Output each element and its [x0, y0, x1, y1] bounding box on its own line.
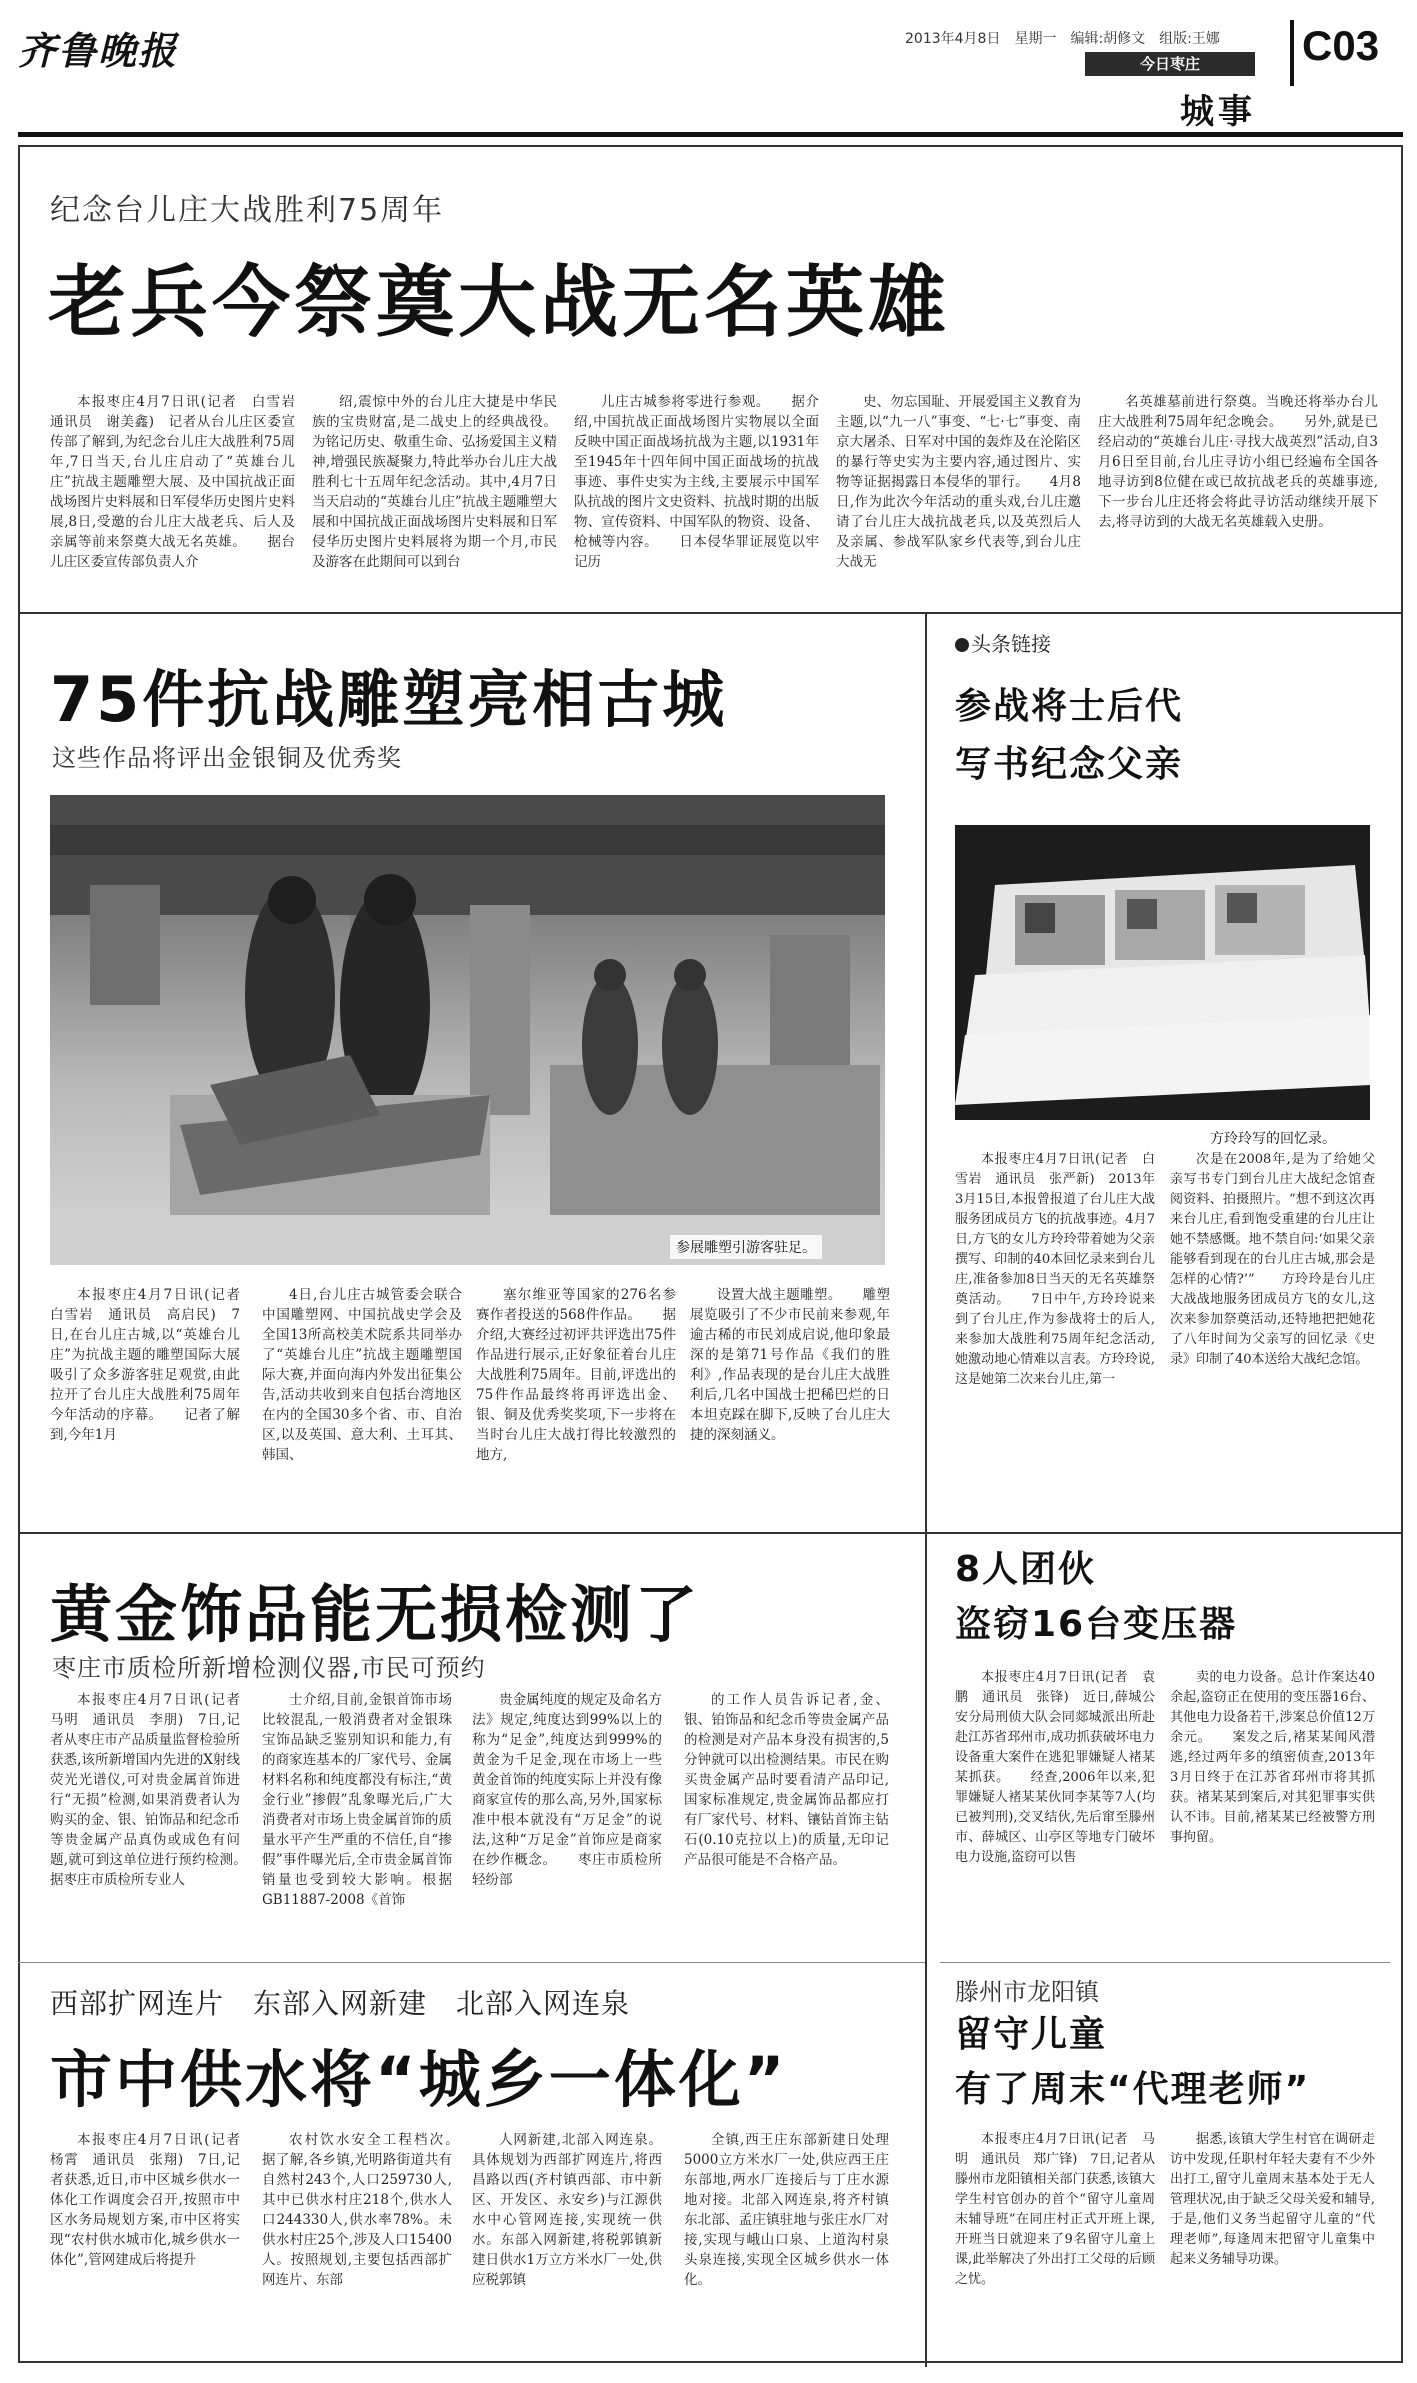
- category-label: 城事: [1180, 92, 1256, 132]
- story4-column-4: 全镇,西王庄东部新建日处理5000立方米水厂一处,供应西王庄东部地,两水厂连接后与丁庄水源地对接。北部入网连泉,将齐村镇东北部、孟庄镇驻地与张庄水厂对接,实现与峨山口泉、上道沟村泉头泉连接,实现全区城乡供水一体化。: [684, 2132, 889, 2288]
- story2-column-3: 塞尔维亚等国家的276名参赛作者投送的568件作品。 据介绍,大赛经过初评共评选出75件作品进行展示,正好象征着台儿庄大战胜利75周年。目前,评选出的75件作品最终将再评选出金、银、铜及优秀奖奖项,下一步将在当时台儿庄大战打得比较激烈的地方,: [476, 1287, 676, 1463]
- section-divider: [18, 612, 1403, 614]
- newspaper-logo: 齐鲁晚报: [18, 28, 179, 73]
- story3-subhead: 枣庄市质检所新增检测仪器,市民可预约: [52, 1654, 486, 1682]
- story2-column-4: 设置大战主题雕塑。 雕塑展览吸引了不少市民前来参观,年逾古稀的市民刘成启说,他印象最深的是第71号作品《我们的胜利》,作品表现的是台儿庄大战胜利后,几名中国战士把稀巴烂的日本坦克踩在脚下,反映了台儿庄大捷的深刻涵义。: [690, 1287, 890, 1443]
- side3-column-1: 本报枣庄4月7日讯(记者 马明 通讯员 郑广锋) 7日,记者从滕州市龙阳镇相关部门获悉,该镇大学生村官创办的首个“留守儿童周末辅导班”在同庄村正式开班上课,开班当日就迎来了9名留守儿童上课,此举解决了外出打工父母的后顾之忧。: [955, 2132, 1155, 2287]
- story3-column-1: 本报枣庄4月7日讯(记者 马明 通讯员 李朋) 7日,记者从枣庄市产品质量监督检验所获悉,该所新增国内先进的X射线荧光光谱仪,可对贵金属首饰进行“无损”检测,如果消费者认为购买的金、银、铂饰品和纪念币等贵金属产品真伪或成色有问题,就可到这单位进行预约检测。 据枣庄市质检所专业人: [50, 1692, 267, 1888]
- side3-kicker: 滕州市龙阳镇: [955, 1978, 1099, 2006]
- story3-column-3: 贵金属纯度的规定及命名方法》规定,纯度达到99%以上的称为“足金”,纯度达到999%的黄金为千足金,现在市场上一些黄金首饰的纯度实际上并没有像商家宣传的那么高,另外,国家标准中根本就没有“万足金”的说法,这种“万足金”首饰应是商家在纱作概念。 枣庄市质检所轻纷部: [472, 1692, 662, 1888]
- side1-column-1: 本报枣庄4月7日讯(记者 白雪岩 通讯员 张严新) 2013年3月15日,本报曾报道了台儿庄大战服务团成员方飞的抗战事迹。4月7日,方飞的女儿方玲玲带着她为父亲撰写、印制的40本回忆录来到台儿庄,准备参加8日当天的无名英雄祭奠活动。 7日中午,方玲玲说来到了台儿庄,作为参战将士的后人,来参加大战胜利75周年纪念活动,她激动地心情难以言表。方玲玲说,这是她第二次来台儿庄,第一: [955, 1152, 1155, 1387]
- side3-headline-line1: 留守儿童: [955, 2014, 1108, 2055]
- story4-column-2: 农村饮水安全工程档次。 据了解,各乡镇,光明路街道共有自然村243个,人口259730人,其中已供水村庄218个,供水人口244330人,供水率78%。未供水村庄25个,涉及人口15400人。按照规划,主要包括西部扩网连片、东部: [262, 2132, 479, 2288]
- side1-headline-line2: 写书纪念父亲: [955, 744, 1184, 785]
- sculpture-photo-caption: 参展雕塑引游客驻足。: [670, 1235, 822, 1259]
- side1-column-2: 次是在2008年,是为了给她父亲写书专门到台儿庄大战纪念馆查阅资料、拍摄照片。“想不到这次再来台儿庄,看到饱受重建的台儿庄让她不禁感慨。地不禁自问:‘如果父亲能够看到现在的台儿庄古城,那会是怎样的心情?’” 方玲玲是台儿庄大战战地服务团成员方飞的女儿,这次来参加祭奠活动,还特地把把她花了八年时间为父亲写的回忆录《史录》印制了40本送给大战纪念馆。: [1170, 1152, 1375, 1367]
- story3-headline: 黄金饰品能无损检测了: [50, 1578, 701, 1651]
- story2-headline: 75件抗战雕塑亮相古城: [50, 663, 728, 736]
- page-number: C03: [1302, 22, 1380, 69]
- section-divider: [18, 1532, 1403, 1534]
- side3-column-2: 据悉,该镇大学生村官在调研走访中发现,任职村年轻夫妻有不少外出打工,留守儿童周末基本处于无人管理状况,由于缺乏父母关爱和辅导,于是,他们义务当起留守儿童的“代理老师”,每逢周末把留守儿童集中起来义务辅导功课。: [1170, 2132, 1375, 2267]
- side-column-divider: [925, 612, 927, 1532]
- headline-link-label: 头条链接: [955, 628, 1051, 657]
- sculpture-photo: [50, 795, 885, 1265]
- story2-subhead: 这些作品将评出金银铜及优秀奖: [52, 744, 402, 772]
- side2-column-2: 卖的电力设备。总计作案达40余起,盗窃正在使用的变压器16台、其他电力设备若干,涉案总价值12万余元。 案发之后,褚某某闻风潜逃,经过两年多的缜密侦查,2013年3月日终于在江苏省邳州市将其抓获。褚某某到案后,对其犯罪事实供认不讳。目前,褚某某已经被警方刑事拘留。: [1170, 1670, 1375, 1845]
- story1-column-2: 绍,震惊中外的台儿庄大捷是中华民族的宝贵财富,是二战史上的经典战役。为铭记历史、敬重生命、弘扬爱国主义精神,增强民族凝聚力,特此举办台儿庄大战胜利七十五周年纪念活动。其中,4月7日当天启动的“英雄台儿庄”抗战主题雕塑大展和中国抗战正面战场图片史料展和日军侵华历史图片史料展将为期一个月,市民及游客在此期间可以到台: [312, 394, 557, 570]
- side3-headline-line2: 有了周末“代理老师”: [955, 2069, 1311, 2110]
- section-divider: [18, 1962, 925, 1963]
- memoir-photo: [955, 825, 1370, 1120]
- story4-headline: 市中供水将“城乡一体化”: [50, 2043, 788, 2116]
- story2-column-2: 4日,台儿庄古城管委会联合中国雕塑网、中国抗战史学会及全国13所高校美术院系共同举办了“英雄台儿庄”抗战主题雕塑国际大赛,并面向海内外发出征集公告,活动共收到来自包括台湾地区在内的全国30多个省、市、自治区,以及英国、意大利、土耳其、韩国、: [262, 1287, 462, 1463]
- story2-column-1: 本报枣庄4月7日讯(记者 白雪岩 通讯员 高启民) 7日,在台儿庄古城,以“英雄台儿庄”为抗战主题的雕塑国际大展吸引了众多游客驻足观赏,由此拉开了台儿庄大战胜利75周年今年活动的序幕。 记者了解到,今年1月: [50, 1287, 254, 1443]
- link-dot-icon: [955, 638, 969, 652]
- story4-kicker: 西部扩网连片 东部入网新建 北部入网连泉: [50, 1987, 631, 2020]
- side1-headline-line1: 参战将士后代: [955, 686, 1184, 727]
- memoir-photo-caption: 方玲玲写的回忆录。: [1210, 1131, 1336, 1147]
- story1-column-4: 史、勿忘国耻、开展爱国主义教育为主题,以“九一八”事变、“七·七”事变、南京大屠杀、日军对中国的轰炸及在沦陷区的暴行等史实为主要内容,通过图片、实物等证据揭露日本侵华的罪行。 4月8日,作为此次今年活动的重头戏,台儿庄邀请了台儿庄大战抗战老兵,以及英烈后人及亲属、参战军队家乡代表等,到台儿庄大战无: [836, 394, 1081, 570]
- side-divider: [940, 1962, 1390, 1963]
- story1-column-3: 儿庄古城参将零进行参观。 据介绍,中国抗战正面战场图片实物展以全面反映中国正面战场抗战为主题,以1931年至1945年十四年间中国正面战场的抗战事迹、事件史实为主线,主要展示中国军队抗战的图片文史资料、抗战时期的出版物、宣传资料、中国军队的物资、设备、枪械等内容。 日本侵华罪证展览以牢记历: [574, 394, 819, 570]
- side-column-divider: [925, 1532, 927, 2367]
- side2-headline-line2: 盗窃16台变压器: [955, 1604, 1238, 1645]
- date-line: 2013年4月8日 星期一 编辑:胡修文 组版:王娜: [905, 31, 1220, 47]
- story1-kicker: 纪念台儿庄大战胜利75周年: [50, 193, 445, 228]
- story3-column-4: 的工作人员告诉记者,金、银、铂饰品和纪念币等贵金属产品的检测是对产品本身没有损害的,5分钟就可以出检测结果。市民在购买贵金属产品时要看清产品印记,国家标准规定,贵金属饰品都应打有厂家代号、材料、镶钻首饰主钻石(0.10克拉以上)的质量,无印记产品很可能是不合格产品。: [684, 1692, 889, 1868]
- story1-headline: 老兵今祭奠大战无名英雄: [48, 258, 951, 348]
- story4-column-1: 本报枣庄4月7日讯(记者 杨霄 通讯员 张翔) 7日,记者获悉,近日,市中区城乡供水一体化工作调度会召开,按照市中区水务局规划方案,市中区将实现“农村供水城市化,城乡供水一体化”,管网建成后将提升: [50, 2132, 254, 2268]
- story4-column-3: 人网新建,北部入网连泉。具体规划为西部扩网连片,将西昌路以西(齐村镇西部、市中新区、开发区、永安乡)与江源供水中心管网连接,实现统一供水。东部入网新建,将税郭镇新建日供水1万立方米水厂一处,供应税郭镇: [472, 2132, 662, 2288]
- story1-column-5: 名英雄墓前进行祭奠。当晚还将举办台儿庄大战胜利75周年纪念晚会。 另外,就是已经启动的“英雄台儿庄·寻找大战英烈”活动,自3月6日至目前,台儿庄寻访小组已经遍布全国各地寻访到8位健在或已故抗战老兵的英雄事迹,下一步台儿庄还将会将此寻访活动继续开展下去,将寻访到的大战无名英雄载入史册。: [1098, 394, 1378, 530]
- side2-headline-line1: 8人团伙: [955, 1549, 1097, 1590]
- story3-column-2: 士介绍,目前,金银首饰市场比较混乱,一般消费者对金银珠宝饰品缺乏鉴别知识和能力,有的商家连基本的厂家代号、金属材料名称和纯度都没有标注,“黄金行业”掺假”乱象曝光后,广大消费者对市场上贵金属首饰的质量水平产生严重的不信任,自“掺假”事件曝光后,全市贵金属首饰销量也受到较大影响。根据GB11887-2008《首饰: [262, 1692, 452, 1908]
- side2-column-1: 本报枣庄4月7日讯(记者 袁鹏 通讯员 张锋) 近日,薛城公安分局刑侦大队会同郯城派出所赴赴江苏省邳州市,成功抓获破坏电力设备重大案件在逃犯罪嫌疑人褚某某抓获。 经查,2006年以来,犯罪嫌疑人褚某某伙同李某等7人(均已被判刑),交叉结伙,先后窜至滕州市、薛城区、山亭区等地专门破坏电力设施,盗窃可以售: [955, 1670, 1155, 1865]
- sculpture-photo-illustration: [50, 795, 885, 1265]
- section-label: 今日枣庄: [1085, 52, 1255, 76]
- masthead-rule: [18, 132, 1403, 137]
- story1-column-1: 本报枣庄4月7日讯(记者 白雪岩 通讯员 谢美鑫) 记者从台儿庄区委宣传部了解到,为纪念台儿庄大战胜利75周年,7日当天,台儿庄启动了“英雄台儿庄”抗战主题雕塑大展、及中国抗战正面战场图片史料展和日军侵华历史图片史料展,8日,受邀的台儿庄大战老兵、后人及亲属等前来祭奠大战无名英雄。 据台儿庄区委宣传部负责人介: [50, 394, 309, 570]
- memoir-photo-illustration: [955, 825, 1370, 1120]
